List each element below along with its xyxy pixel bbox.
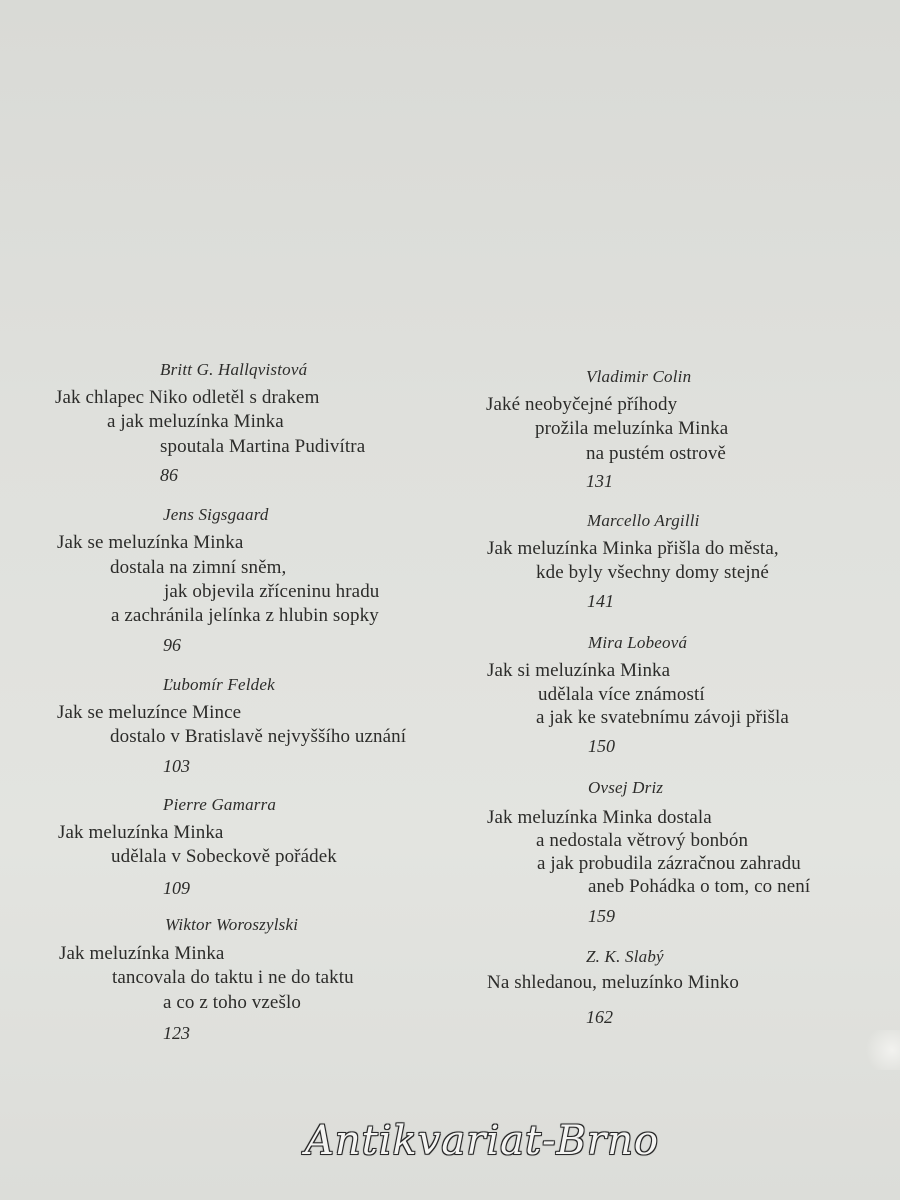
entry-author: Wiktor Woroszylski (165, 915, 299, 934)
entry-title-line: Jak meluzínka Minka dostala (487, 807, 712, 828)
entry-title-line: a co z toho vzešlo (163, 992, 301, 1013)
entry-title-line: prožila meluzínka Minka (535, 418, 729, 439)
entry-title-line: na pustém ostrově (586, 443, 726, 464)
entry-page-number: 159 (588, 906, 615, 926)
entry-title-line: a jak ke svatebnímu závoji přišla (536, 707, 789, 728)
entry-author: Britt G. Hallqvistová (160, 360, 308, 379)
entry-title-line: dostalo v Bratislavě nejvyššího uznání (110, 726, 407, 747)
entry-title-line: Jak meluzínka Minka (58, 822, 224, 843)
entry-title-line: Jak meluzínka Minka přišla do města, (487, 538, 779, 559)
entry-title-line: jak objevila zříceninu hradu (164, 581, 380, 602)
entry-page-number: 96 (163, 635, 181, 655)
entry-page-number: 103 (163, 756, 190, 776)
entry-page-number: 123 (163, 1023, 190, 1043)
entry-title-line: a jak meluzínka Minka (107, 411, 284, 432)
entry-author: Vladimir Colin (586, 367, 692, 386)
entry-title-line: aneb Pohádka o tom, co není (588, 876, 811, 897)
entry-title-line: Jak se meluzínka Minka (57, 532, 244, 553)
entry-title-line: udělala více známostí (538, 684, 705, 705)
entry-page-number: 109 (163, 878, 190, 898)
entry-author: Ovsej Driz (588, 778, 664, 797)
entry-title-line: dostala na zimní sněm, (110, 557, 287, 578)
entry-author: Z. K. Slabý (586, 947, 664, 966)
entry-page-number: 162 (586, 1007, 613, 1027)
entry-title-line: spoutala Martina Pudivítra (160, 436, 366, 457)
entry-title-line: Na shledanou, meluzínko Minko (487, 972, 739, 993)
entry-page-number: 141 (587, 591, 614, 611)
entry-title-line: a jak probudila zázračnou zahradu (537, 853, 801, 874)
paper-blemish (860, 1030, 900, 1070)
entry-author: Marcello Argilli (587, 511, 700, 530)
entry-page-number: 86 (160, 465, 178, 485)
entry-title-line: a zachránila jelínka z hlubin sopky (111, 605, 379, 626)
entry-page-number: 131 (586, 471, 613, 491)
entry-title-line: Jak se meluzínce Mince (57, 702, 242, 723)
entry-author: Ľubomír Feldek (163, 675, 275, 694)
entry-title-line: udělala v Sobeckově pořádek (111, 846, 337, 867)
entry-page-number: 150 (588, 736, 615, 756)
entry-title-line: kde byly všechny domy stejné (536, 562, 769, 583)
entry-author: Jens Sigsgaard (163, 505, 269, 524)
watermark: Antikvariat-Brno (305, 1118, 659, 1164)
entry-author: Mira Lobeová (588, 633, 688, 652)
entry-title-line: Jak si meluzínka Minka (487, 660, 671, 681)
entry-title-line: a nedostala větrový bonbón (536, 830, 749, 851)
entry-title-line: Jaké neobyčejné příhody (486, 394, 678, 415)
entry-title-line: Jak chlapec Niko odletěl s drakem (55, 387, 320, 408)
entry-author: Pierre Gamarra (163, 795, 277, 814)
entry-title-line: tancovala do taktu i ne do taktu (112, 967, 354, 988)
entry-title-line: Jak meluzínka Minka (59, 943, 225, 964)
